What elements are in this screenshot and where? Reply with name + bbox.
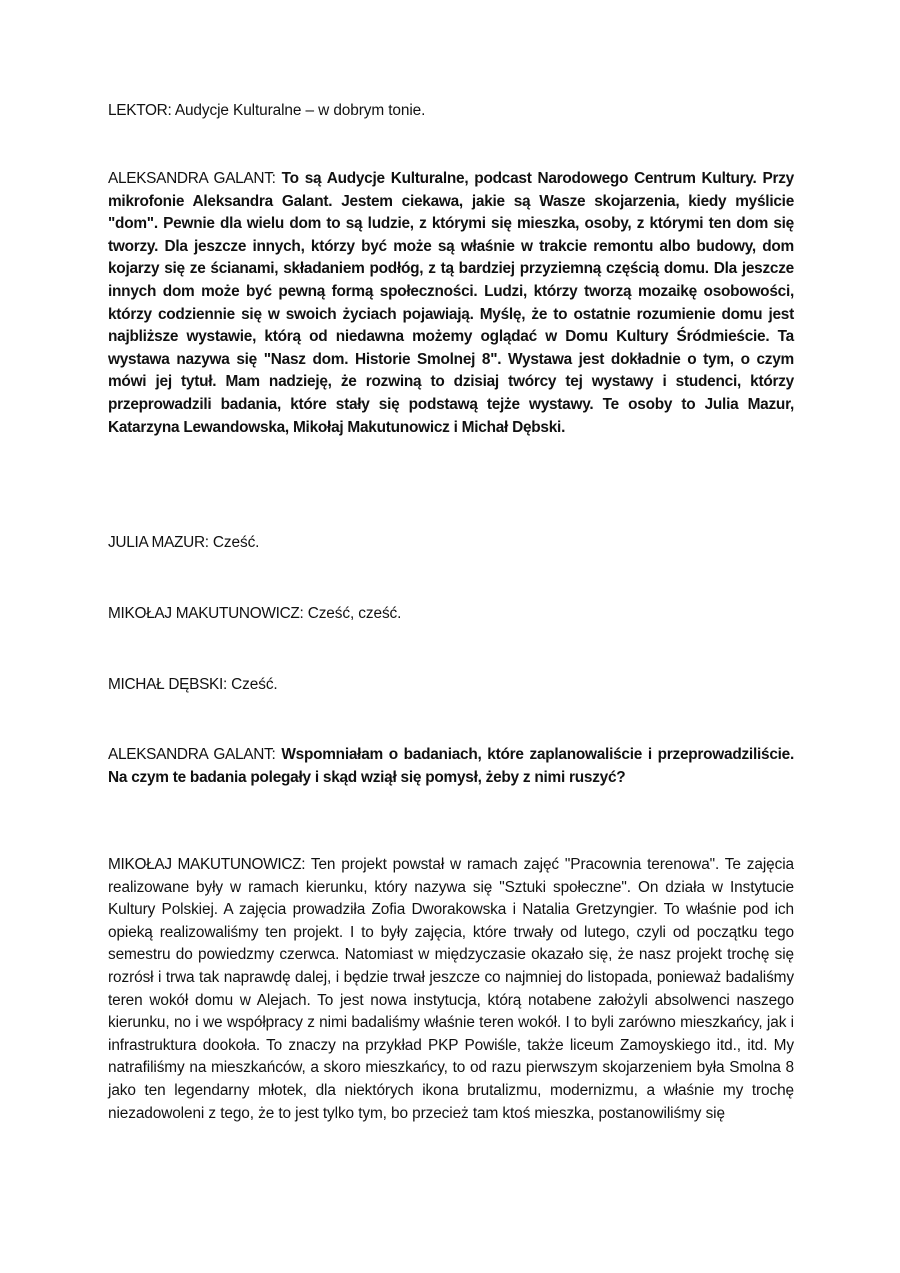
speaker-label: MICHAŁ DĘBSKI:: [108, 676, 227, 693]
utterance-text: Wspomniałam o badaniach, które zaplanowaliście i przeprowadziliście. Na czym te badania polegały i skąd wziął się pomysł, żeby z nimi ruszyć?: [108, 746, 794, 786]
paragraph-julia-mazur: [108, 532, 794, 555]
utterance-text: Audycje Kulturalne – w dobrym tonie.: [174, 102, 426, 119]
utterance-text: Ten projekt powstał w ramach zajęć "Pracownia terenowa". Te zajęcia realizowane były w ramach kierunku, który nazywa się "Sztuki społeczne". On działa w Instytucie Kultury Polskiej. A zajęcia prowadziła Zofia Dworakowska i Natalia Gretzyngier. To właśnie pod ich opieką realizowaliśmy ten projekt. I to były zajęcia, które trwały od lutego, czyli od początku tego semestru do powiedzmy czerwca. Natomiast w międzyczasie okazało się, że nasz projekt trochę się rozrósł i trwa tak naprawdę dalej, i będzie trwał jeszcze co najmniej do listopada, ponieważ badaliśmy teren wokół domu w Alejach. To jest nowa instytucja, którą notabene założyli absolwenci naszego kierunku, no i we współpracy z nimi badaliśmy właśnie teren wokół. I to byli zarówno mieszkańcy, jak i infrastruktura dookoła. To znaczy na przykład PKP Powiśle, także liceum Zamoyskiego itd., itd. My natrafiliśmy na mieszkańców, a skoro mieszkańcy, to od razu pierwszym skojarzeniem była Smolna 8 jako ten legendarny młotek, dla niektórych ikona brutalizmu, modernizmu, a właśnie my trochę niezadowoleni z tego, że to jest tylko tym, bo przecież tam ktoś mieszka, postanowiliśmy się: [108, 856, 794, 1122]
paragraph-galant-question: [108, 744, 794, 789]
paragraph-galant-intro: [108, 168, 794, 439]
speaker-label: LEKTOR:: [108, 102, 172, 119]
speaker-label: MIKOŁAJ MAKUTUNOWICZ:: [108, 605, 304, 622]
speaker-label: ALEKSANDRA GALANT:: [108, 170, 276, 187]
speaker-label: MIKOŁAJ MAKUTUNOWICZ:: [108, 856, 306, 873]
utterance-text: Cześć, cześć.: [307, 605, 402, 622]
utterance-text: Cześć.: [231, 676, 278, 693]
paragraph-lektor: [108, 100, 794, 123]
paragraph-mikolaj-greeting: [108, 603, 794, 626]
speaker-label: ALEKSANDRA GALANT:: [108, 746, 276, 763]
paragraph-mikolaj-answer: [108, 854, 794, 1125]
utterance-text: Cześć.: [212, 534, 260, 551]
paragraph-michal-debski: [108, 674, 794, 697]
speaker-label: JULIA MAZUR:: [108, 534, 209, 551]
utterance-text: To są Audycje Kulturalne, podcast Narodowego Centrum Kultury. Przy mikrofonie Aleksandra Galant. Jestem ciekawa, jakie są Wasze skojarzenia, kiedy myślicie "dom". Pewnie dla wielu dom to są ludzie, z którymi się mieszka, osoby, z którymi ten dom się tworzy. Dla jeszcze innych, którzy być może są właśnie w trakcie remontu albo budowy, dom kojarzy się ze ścianami, składaniem podłóg, z tą bardziej przyziemną częścią domu. Dla jeszcze innych dom może być pewną formą społeczności. Ludzi, którzy tworzą mozaikę osobowości, którzy codziennie się w swoich życiach pojawiają. Myślę, że to ostatnie rozumienie domu jest najbliższe wystawie, którą od niedawna możemy oglądać w Domu Kultury Śródmieście. Ta wystawa nazywa się "Nasz dom. Historie Smolnej 8". Wystawa jest dokładnie o tym, o czym mówi jej tytuł. Mam nadzieję, że rozwiną to dzisiaj twórcy tej wystawy i studenci, którzy przeprowadzili badania, które stały się podstawą tejże wystawy. Te osoby to Julia Mazur, Katarzyna Lewandowska, Mikołaj Makutunowicz i Michał Dębski.: [108, 170, 794, 436]
